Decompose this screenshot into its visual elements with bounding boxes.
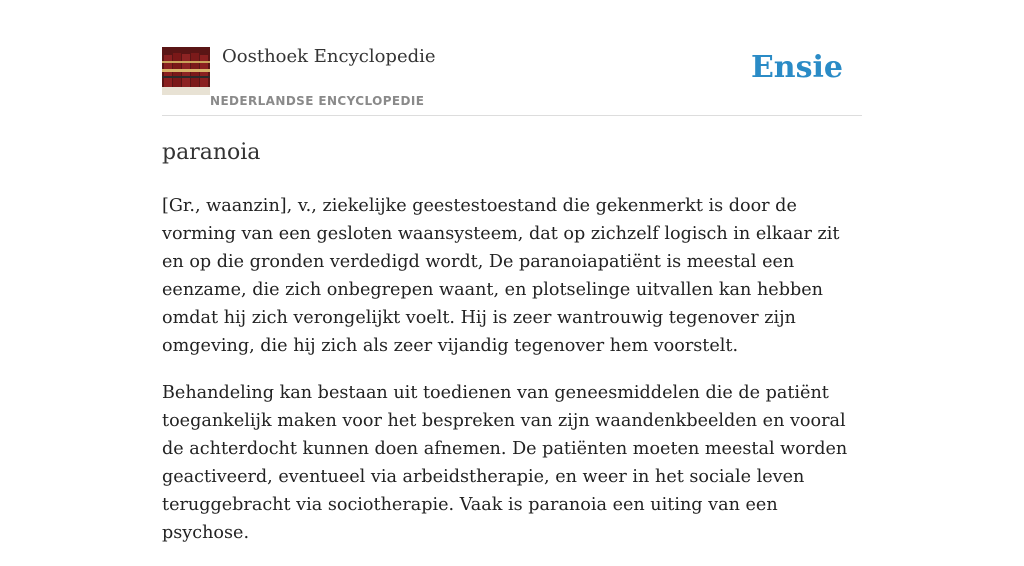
site-name-link[interactable]: Oosthoek Encyclopedie <box>222 46 436 67</box>
site-subtitle: NEDERLANDSE ENCYCLOPEDIE <box>210 94 425 108</box>
article-body <box>162 192 862 566</box>
article-paragraph-1: [Gr., waanzin], v., ziekelijke geestestoestand die gekenmerkt is door de vorming van een gesloten waansysteem, dat op zichzelf logisch in elkaar zit en op die gronden verdedigd wordt, De paranoiapatiënt is meestal een eenzame, die zich onbegrepen waant, en plotselinge uitvallen kan hebben omdat hij zich verongelijkt voelt. Hij is zeer wantrouwig tegenover zijn omgeving, die hij zich als zeer vijandig tegenover hem voorstelt. <box>162 196 840 356</box>
page <box>162 0 862 543</box>
article-title: paranoia <box>162 140 261 165</box>
ensie-logo-link[interactable]: Ensie <box>750 50 843 85</box>
encyclopedia-books-icon[interactable] <box>162 47 210 95</box>
site-header <box>162 0 862 116</box>
article-paragraph-2: Behandeling kan bestaan uit toedienen van geneesmiddelen die de patiënt toegankelijk maken voor het bespreken van zijn waandenkbeelden en vooral de achterdocht kunnen doen afnemen. De patiënten moeten meestal worden geactiveerd, eventueel via arbeidstherapie, en weer in het sociale leven teruggebracht via sociotherapie. Vaak is paranoia een uiting van een psychose. <box>162 383 848 543</box>
